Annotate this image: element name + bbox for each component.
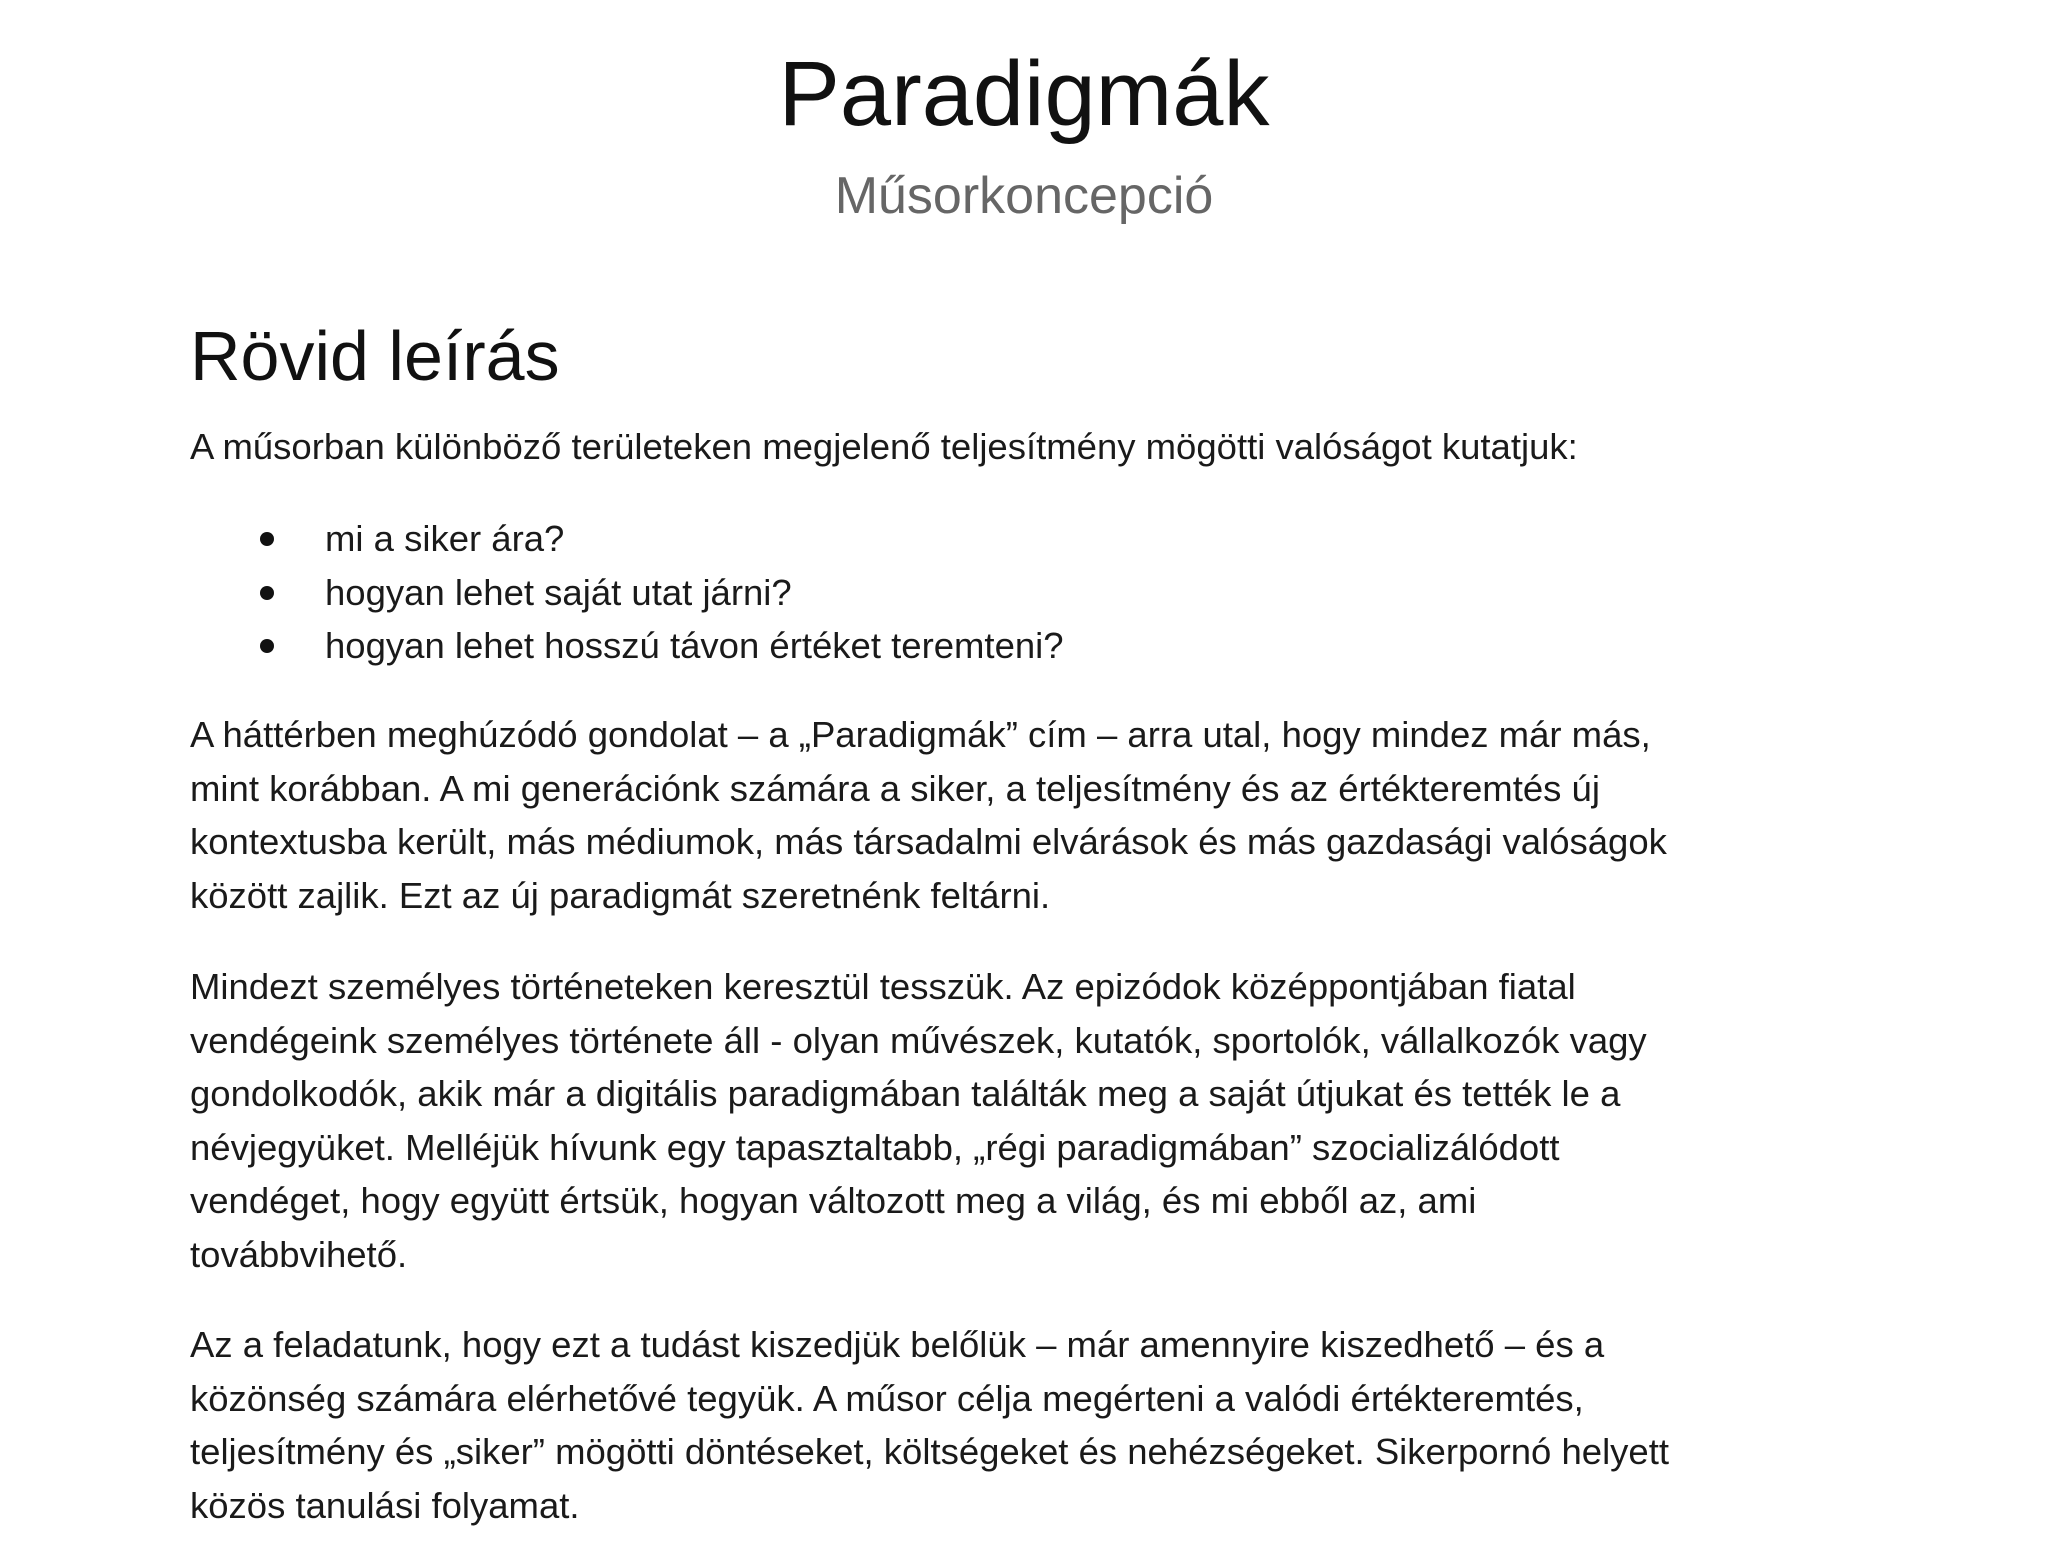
bullet-icon [260, 639, 274, 653]
text-line: közönség számára elérhetővé tegyük. A műsor célja megérteni a valódi értékteremtés, [190, 1377, 1584, 1419]
list-item-text: hogyan lehet hosszú távon értéket teremteni? [325, 625, 1064, 666]
bullet-icon [260, 586, 274, 600]
question-list [190, 512, 1870, 673]
text-line: Mindezt személyes történeteken keresztül tesszük. Az epizódok középpontjában fiatal [190, 966, 1576, 1007]
paragraph-stories [190, 960, 1870, 1281]
list-item-text: hogyan lehet saját utat járni? [325, 571, 792, 613]
document-subtitle: Műsorkoncepció [834, 167, 1214, 225]
document-title: Paradigmák [778, 43, 1270, 145]
text-line: teljesítmény és „siker” mögötti döntéseket, költségeket és nehézségeket. Sikerpornó helyett [190, 1431, 1670, 1472]
text-line: A háttérben meghúzódó gondolat – a „Paradigmák” cím – arra utal, hogy mindez már más, [190, 714, 1651, 755]
paragraph-goal [190, 1318, 1870, 1532]
section-heading: Rövid leírás [190, 317, 560, 395]
list-item-text: mi a siker ára? [325, 518, 565, 559]
text-line: között zajlik. Ezt az új paradigmát szeretnénk feltárni. [190, 874, 1051, 916]
paragraph-background [190, 708, 1870, 922]
text-line: közös tanulási folyamat. [190, 1484, 580, 1526]
text-line: névjegyüket. Melléjük hívunk egy tapasztaltabb, „régi paradigmában” szocializálódott [190, 1126, 1560, 1168]
text-line: Az a feladatunk, hogy ezt a tudást kiszedjük belőlük – már amennyire kiszedhető – és a [190, 1324, 1605, 1365]
list-item [190, 512, 1870, 566]
text-line: vendéget, hogy együtt értsük, hogyan változott meg a világ, és mi ebből az, ami [190, 1180, 1477, 1221]
list-item [190, 566, 1870, 620]
text-line: vendégeink személyes története áll - olyan művészek, kutatók, sportolók, vállalkozók vagy [190, 1019, 1647, 1061]
text-line: gondolkodók, akik már a digitális paradigmában találták meg a saját útjukat és tették le a [190, 1073, 1621, 1114]
text-line: mint korábban. A mi generációnk számára a siker, a teljesítmény és az értékteremtés új [190, 767, 1600, 809]
intro-paragraph: A műsorban különböző területeken megjelenő teljesítmény mögötti valóságot kutatjuk: [190, 426, 1578, 467]
list-item [190, 619, 1870, 673]
bullet-icon [260, 532, 274, 546]
text-line: továbbvihető. [190, 1233, 408, 1275]
text-line: kontextusba került, más médiumok, más társadalmi elvárások és más gazdasági valóságok [190, 821, 1667, 862]
